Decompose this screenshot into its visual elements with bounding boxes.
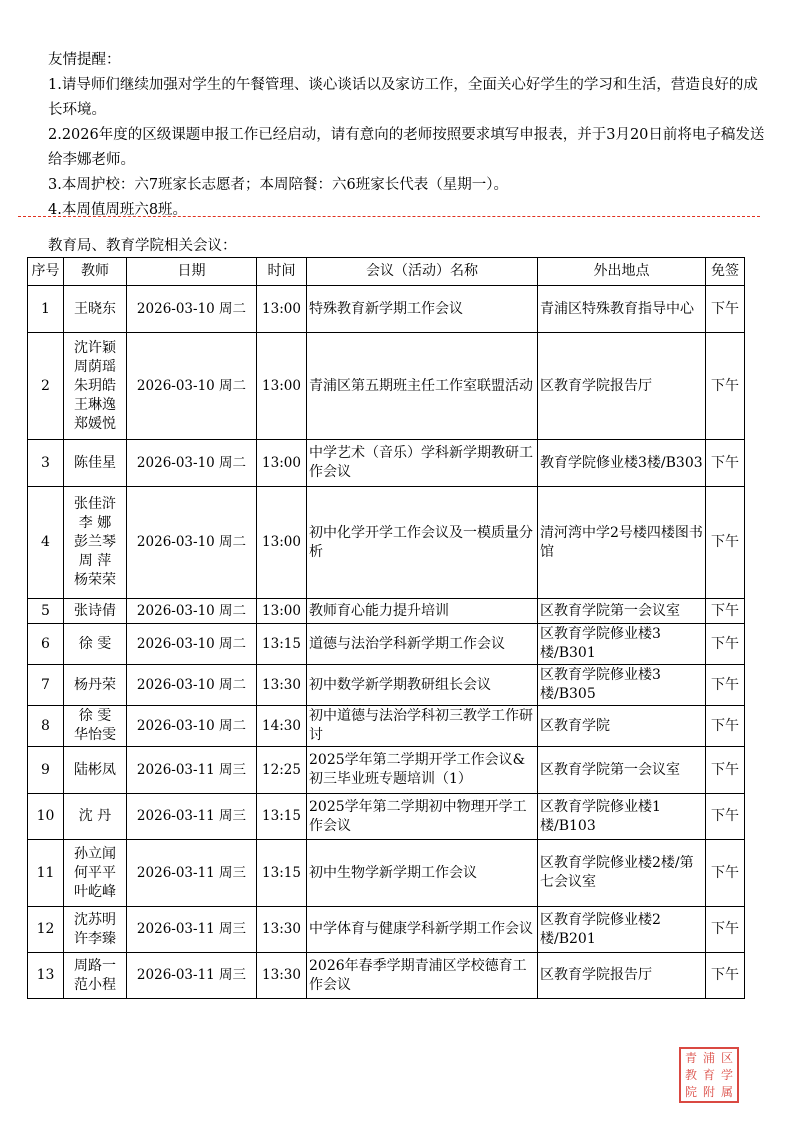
table-row xyxy=(28,907,745,953)
meeting-place: 区教育学院修业楼2楼/B201 xyxy=(538,907,706,953)
seal-glyph: 教 xyxy=(684,1068,697,1082)
teacher-list xyxy=(64,794,127,840)
row-number: 8 xyxy=(28,706,64,747)
teacher-name: 孙立闻 xyxy=(74,845,116,862)
meeting-place: 区教育学院报告厅 xyxy=(538,953,706,999)
table-row xyxy=(28,440,745,487)
teacher-name: 徐 雯 xyxy=(78,635,112,652)
sign-exempt: 下午 xyxy=(706,706,745,747)
teacher-name: 张佳浒 xyxy=(74,496,116,512)
row-number: 3 xyxy=(28,440,64,487)
table-row xyxy=(28,286,745,333)
teacher-name: 王晓东 xyxy=(74,300,116,317)
teacher-name: 杨荣荣 xyxy=(74,572,116,588)
sign-exempt: 下午 xyxy=(706,624,745,665)
meeting-date: 2026-03-11 周三 xyxy=(127,794,257,840)
meeting-name: 中学体育与健康学科新学期工作会议 xyxy=(307,907,538,953)
meeting-place: 区教育学院报告厅 xyxy=(538,333,706,440)
meeting-name: 初中道德与法治学科初三教学工作研讨 xyxy=(307,706,538,747)
teacher-list xyxy=(64,487,127,599)
header-time: 时间 xyxy=(257,258,307,286)
meeting-place: 区教育学院修业楼1楼/B103 xyxy=(538,794,706,840)
meeting-name: 中学艺术（音乐）学科新学期教研工作会议 xyxy=(307,440,538,487)
section-divider xyxy=(18,216,760,217)
meeting-date: 2026-03-11 周三 xyxy=(127,747,257,794)
reminder-item: 3.本周护校：六7班家长志愿者；本周陪餐：六6班家长代表（星期一）。 xyxy=(48,177,509,193)
sign-exempt: 下午 xyxy=(706,794,745,840)
teacher-name: 朱玥皓 xyxy=(74,377,116,394)
meeting-name: 特殊教育新学期工作会议 xyxy=(307,286,538,333)
meeting-name: 初中化学开学工作会议及一模质量分析 xyxy=(307,487,538,599)
teacher-name: 何平平 xyxy=(74,864,116,881)
row-number: 4 xyxy=(28,487,64,599)
meeting-name: 2026年春季学期青浦区学校德育工作会议 xyxy=(307,953,538,999)
table-row xyxy=(28,333,745,440)
row-number: 1 xyxy=(28,286,64,333)
meeting-date: 2026-03-10 周二 xyxy=(127,333,257,440)
sign-exempt: 下午 xyxy=(706,333,745,440)
meeting-place: 区教育学院修业楼3楼/B305 xyxy=(538,665,706,706)
teacher-name: 徐 雯 xyxy=(78,708,112,724)
teacher-list xyxy=(64,665,127,706)
meetings-table xyxy=(27,257,745,999)
meeting-date: 2026-03-11 周三 xyxy=(127,840,257,907)
teacher-name: 沈许颖 xyxy=(74,339,116,356)
meeting-date: 2026-03-10 周二 xyxy=(127,286,257,333)
teacher-name: 沈 丹 xyxy=(78,808,112,824)
meeting-place: 区教育学院修业楼2楼/第七会议室 xyxy=(538,840,706,907)
meeting-time: 12:25 xyxy=(257,747,307,794)
teacher-list xyxy=(64,747,127,794)
meeting-place: 区教育学院第一会议室 xyxy=(538,599,706,624)
meeting-time: 14:30 xyxy=(257,706,307,747)
header-meeting-name: 会议（活动）名称 xyxy=(307,258,538,286)
red-seal-stamp xyxy=(679,1047,739,1103)
header-no: 序号 xyxy=(28,258,64,286)
meeting-name: 2025学年第二学期初中物理开学工作会议 xyxy=(307,794,538,840)
seal-glyph: 学 xyxy=(720,1068,733,1082)
meeting-date: 2026-03-11 周三 xyxy=(127,907,257,953)
sign-exempt: 下午 xyxy=(706,840,745,907)
seal-glyph: 属 xyxy=(720,1085,733,1099)
teacher-list xyxy=(64,286,127,333)
meeting-time: 13:15 xyxy=(257,624,307,665)
teacher-list xyxy=(64,440,127,487)
teacher-name: 周 萍 xyxy=(78,553,112,569)
teacher-name: 杨丹荣 xyxy=(74,676,116,693)
table-row xyxy=(28,953,745,999)
row-number: 7 xyxy=(28,665,64,706)
meeting-time: 13:30 xyxy=(257,953,307,999)
teacher-name: 许李臻 xyxy=(74,930,116,947)
table-row xyxy=(28,487,745,599)
header-place: 外出地点 xyxy=(538,258,706,286)
meeting-date: 2026-03-10 周二 xyxy=(127,624,257,665)
teacher-list xyxy=(64,333,127,440)
row-number: 2 xyxy=(28,333,64,440)
teacher-name: 郑媛悦 xyxy=(74,415,116,432)
teacher-name: 李 娜 xyxy=(78,515,112,531)
reminder-item: 1.请导师们继续加强对学生的午餐管理、谈心谈话以及家访工作，全面关心好学生的学习和生活，营造良好的成长环境。 xyxy=(48,77,758,118)
seal-glyph: 青 xyxy=(684,1051,697,1065)
teacher-list xyxy=(64,599,127,624)
meeting-date: 2026-03-10 周二 xyxy=(127,599,257,624)
table-row xyxy=(28,665,745,706)
teacher-name: 彭兰琴 xyxy=(74,534,116,550)
teacher-name: 周荫瑶 xyxy=(74,358,116,375)
teacher-list xyxy=(64,624,127,665)
meeting-place: 区教育学院第一会议室 xyxy=(538,747,706,794)
row-number: 13 xyxy=(28,953,64,999)
meeting-name: 2025学年第二学期开学工作会议&初三毕业班专题培训（1） xyxy=(307,747,538,794)
sign-exempt: 下午 xyxy=(706,953,745,999)
meeting-name: 教师育心能力提升培训 xyxy=(307,599,538,624)
meeting-place: 区教育学院修业楼3楼/B301 xyxy=(538,624,706,665)
teacher-name: 叶屹峰 xyxy=(74,883,116,900)
sign-exempt: 下午 xyxy=(706,747,745,794)
reminder-block xyxy=(48,48,768,223)
header-sign-exempt: 免签 xyxy=(706,258,745,286)
teacher-name: 周路一 xyxy=(74,957,116,974)
table-row xyxy=(28,794,745,840)
seal-glyph: 附 xyxy=(702,1085,715,1099)
table-body xyxy=(28,286,745,999)
sign-exempt: 下午 xyxy=(706,440,745,487)
teacher-name: 华怡雯 xyxy=(74,727,116,743)
teacher-name: 王琳逸 xyxy=(74,396,116,413)
sign-exempt: 下午 xyxy=(706,286,745,333)
sign-exempt: 下午 xyxy=(706,487,745,599)
seal-glyph: 区 xyxy=(720,1051,733,1065)
teacher-name: 沈苏明 xyxy=(74,911,116,928)
meeting-time: 13:30 xyxy=(257,907,307,953)
meeting-time: 13:15 xyxy=(257,794,307,840)
section-title: 教育局、教育学院相关会议： xyxy=(48,238,237,254)
row-number: 11 xyxy=(28,840,64,907)
meeting-date: 2026-03-10 周二 xyxy=(127,440,257,487)
meeting-name: 道德与法治学科新学期工作会议 xyxy=(307,624,538,665)
meeting-name: 青浦区第五期班主任工作室联盟活动 xyxy=(307,333,538,440)
sign-exempt: 下午 xyxy=(706,665,745,706)
row-number: 6 xyxy=(28,624,64,665)
teacher-list xyxy=(64,840,127,907)
meeting-time: 13:00 xyxy=(257,333,307,440)
header-teacher: 教师 xyxy=(64,258,127,286)
teacher-list xyxy=(64,953,127,999)
table-header-row xyxy=(28,258,745,286)
table-row xyxy=(28,599,745,624)
meeting-date: 2026-03-10 周二 xyxy=(127,706,257,747)
teacher-name: 张诗倩 xyxy=(74,602,116,619)
table-row xyxy=(28,706,745,747)
reminder-title: 友情提醒： xyxy=(48,52,121,68)
meeting-time: 13:00 xyxy=(257,487,307,599)
meeting-place: 清河湾中学2号楼四楼图书馆 xyxy=(538,487,706,599)
meeting-place: 区教育学院 xyxy=(538,706,706,747)
seal-glyph: 院 xyxy=(684,1085,697,1099)
meeting-name: 初中数学新学期教研组长会议 xyxy=(307,665,538,706)
meeting-place: 青浦区特殊教育指导中心 xyxy=(538,286,706,333)
meeting-place: 教育学院修业楼3楼/B303 xyxy=(538,440,706,487)
meeting-time: 13:30 xyxy=(257,665,307,706)
teacher-name: 陆彬凤 xyxy=(74,761,116,778)
meeting-time: 13:00 xyxy=(257,599,307,624)
meeting-time: 13:00 xyxy=(257,440,307,487)
sign-exempt: 下午 xyxy=(706,907,745,953)
meeting-date: 2026-03-10 周二 xyxy=(127,487,257,599)
sign-exempt: 下午 xyxy=(706,599,745,624)
table-row xyxy=(28,747,745,794)
meeting-time: 13:15 xyxy=(257,840,307,907)
teacher-name: 范小程 xyxy=(74,976,116,993)
seal-glyph: 浦 xyxy=(702,1051,715,1065)
header-date: 日期 xyxy=(127,258,257,286)
meeting-date: 2026-03-11 周三 xyxy=(127,953,257,999)
row-number: 5 xyxy=(28,599,64,624)
table-row xyxy=(28,840,745,907)
reminder-item: 4.本周值周班六8班。 xyxy=(48,202,188,218)
teacher-list xyxy=(64,907,127,953)
meeting-time: 13:00 xyxy=(257,286,307,333)
reminder-item: 2.2026年度的区级课题申报工作已经启动，请有意向的老师按照要求填写申报表，并于3月20日前将电子稿发送给李娜老师。 xyxy=(48,127,765,168)
meeting-name: 初中生物学新学期工作会议 xyxy=(307,840,538,907)
row-number: 9 xyxy=(28,747,64,794)
table-row xyxy=(28,624,745,665)
row-number: 10 xyxy=(28,794,64,840)
teacher-name: 陈佳星 xyxy=(74,454,116,471)
seal-glyph: 育 xyxy=(702,1068,715,1082)
meeting-date: 2026-03-10 周二 xyxy=(127,665,257,706)
teacher-list xyxy=(64,706,127,747)
row-number: 12 xyxy=(28,907,64,953)
